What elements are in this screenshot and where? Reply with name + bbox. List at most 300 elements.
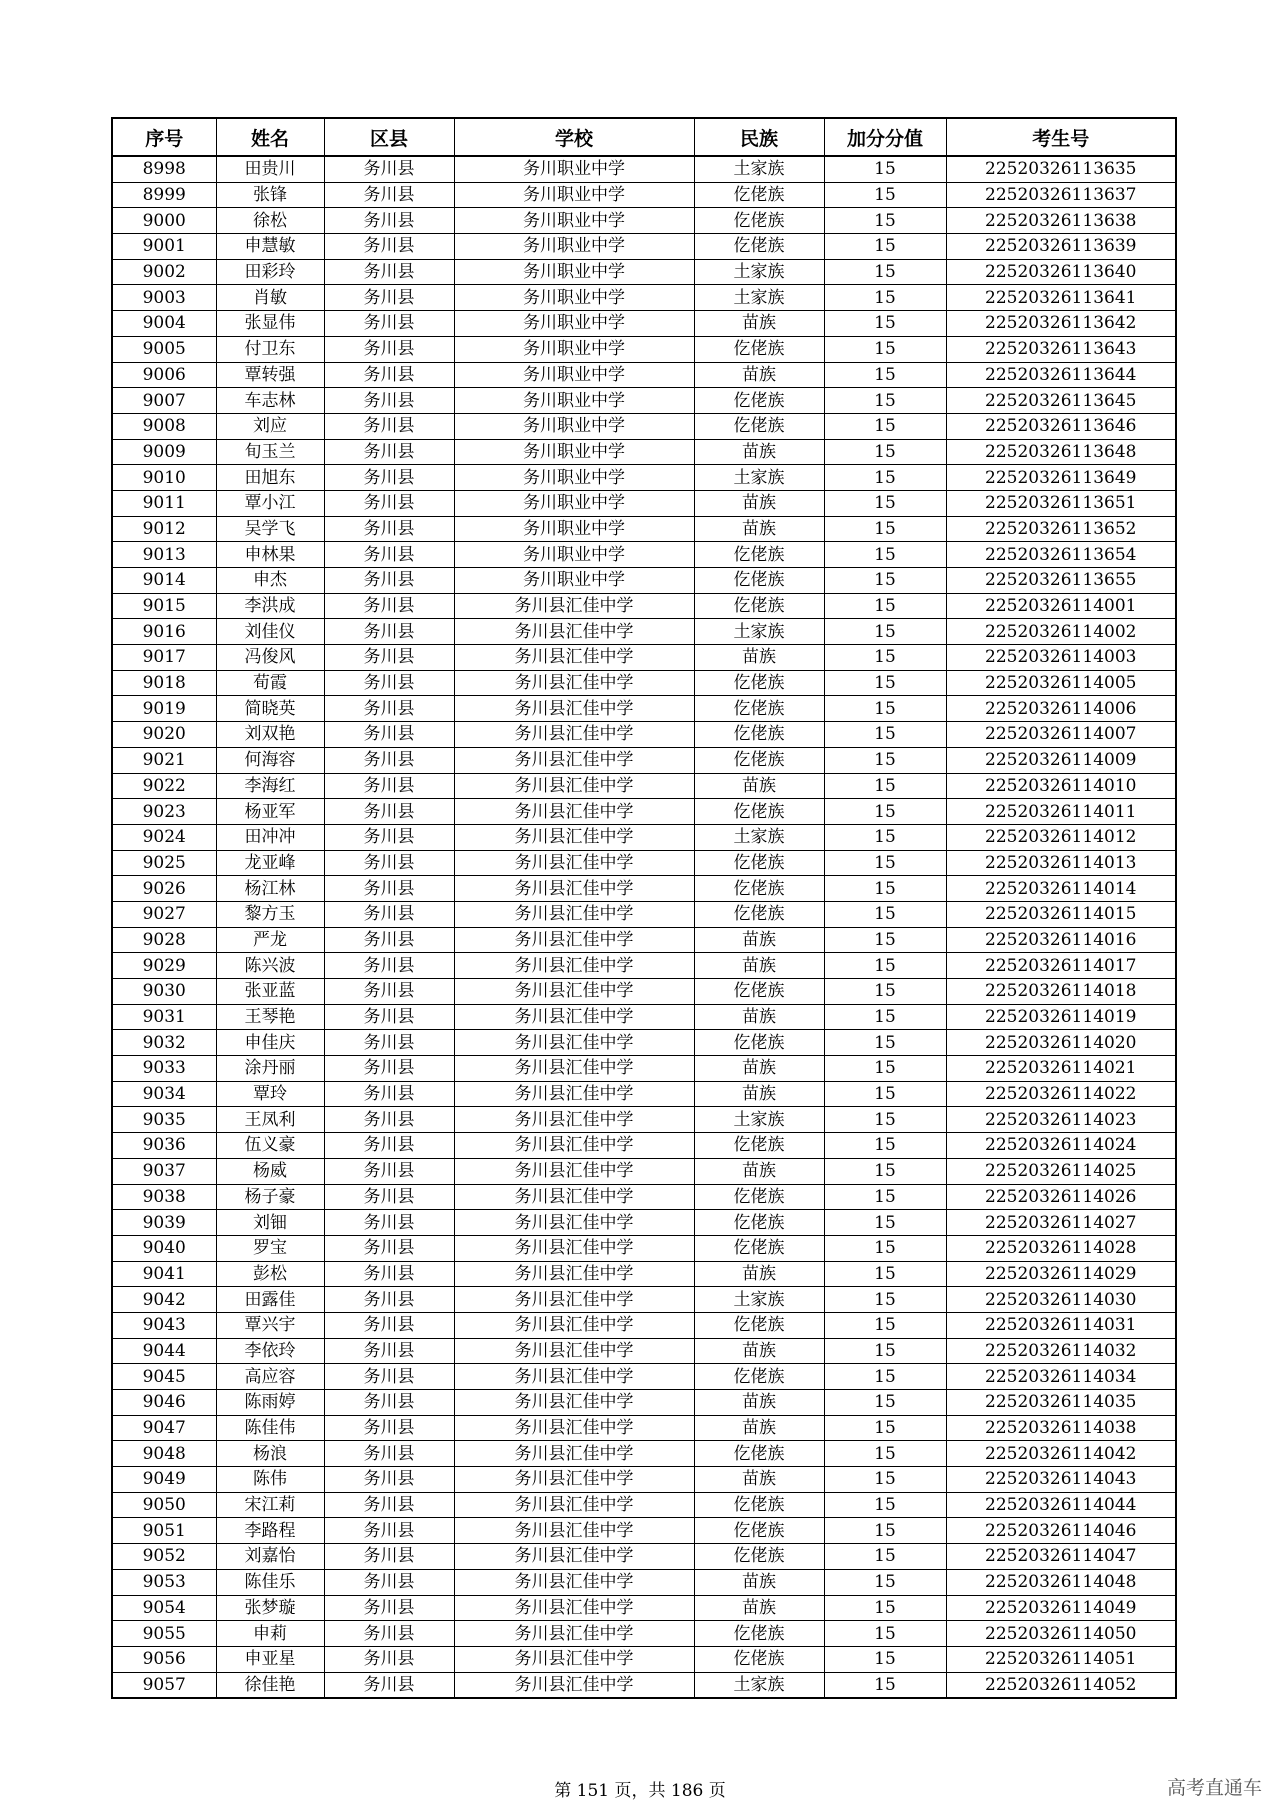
cell-seq: 9051 <box>112 1518 216 1544</box>
cell-school: 务川职业中学 <box>454 542 694 568</box>
cell-ethnicity: 土家族 <box>694 465 824 491</box>
cell-school: 务川县汇佳中学 <box>454 979 694 1005</box>
cell-school: 务川县汇佳中学 <box>454 1107 694 1133</box>
cell-seq: 9057 <box>112 1672 216 1698</box>
cell-school: 务川县汇佳中学 <box>454 619 694 645</box>
cell-seq: 9052 <box>112 1544 216 1570</box>
cell-school: 务川县汇佳中学 <box>454 1595 694 1621</box>
cell-ethnicity: 仡佬族 <box>694 542 824 568</box>
cell-county: 务川县 <box>324 1133 454 1159</box>
cell-county: 务川县 <box>324 1056 454 1082</box>
cell-ethnicity: 苗族 <box>694 439 824 465</box>
cell-seq: 9042 <box>112 1287 216 1313</box>
cell-school: 务川县汇佳中学 <box>454 1030 694 1056</box>
cell-ethnicity: 仡佬族 <box>694 1441 824 1467</box>
cell-exam-id: 22520326113645 <box>946 388 1176 414</box>
cell-name: 付卫东 <box>216 336 324 362</box>
cell-seq: 9031 <box>112 1004 216 1030</box>
table-row <box>112 593 1176 619</box>
cell-county: 务川县 <box>324 773 454 799</box>
cell-name: 旬玉兰 <box>216 439 324 465</box>
table-row <box>112 901 1176 927</box>
cell-seq: 9028 <box>112 927 216 953</box>
cell-county: 务川县 <box>324 747 454 773</box>
cell-ethnicity: 苗族 <box>694 516 824 542</box>
cell-seq: 9027 <box>112 901 216 927</box>
table-row <box>112 1287 1176 1313</box>
table-row <box>112 850 1176 876</box>
cell-seq: 9047 <box>112 1415 216 1441</box>
cell-name: 覃小江 <box>216 490 324 516</box>
cell-name: 吴学飞 <box>216 516 324 542</box>
cell-name: 申杰 <box>216 568 324 594</box>
cell-name: 申林果 <box>216 542 324 568</box>
table-row <box>112 182 1176 208</box>
cell-ethnicity: 仡佬族 <box>694 747 824 773</box>
table-row <box>112 979 1176 1005</box>
cell-bonus: 15 <box>824 1595 946 1621</box>
cell-seq: 9036 <box>112 1133 216 1159</box>
cell-bonus: 15 <box>824 876 946 902</box>
cell-school: 务川县汇佳中学 <box>454 1441 694 1467</box>
table-row <box>112 953 1176 979</box>
cell-school: 务川县汇佳中学 <box>454 876 694 902</box>
table-row <box>112 1158 1176 1184</box>
cell-ethnicity: 土家族 <box>694 156 824 182</box>
cell-exam-id: 22520326113649 <box>946 465 1176 491</box>
cell-name: 陈兴波 <box>216 953 324 979</box>
cell-name: 徐松 <box>216 208 324 234</box>
cell-ethnicity: 苗族 <box>694 645 824 671</box>
cell-ethnicity: 苗族 <box>694 1467 824 1493</box>
cell-name: 王凤利 <box>216 1107 324 1133</box>
cell-ethnicity: 仡佬族 <box>694 876 824 902</box>
table-row <box>112 1235 1176 1261</box>
cell-exam-id: 22520326113642 <box>946 311 1176 337</box>
header-ethnicity: 民族 <box>694 118 824 156</box>
cell-name: 罗宝 <box>216 1235 324 1261</box>
cell-name: 申亚星 <box>216 1646 324 1672</box>
cell-school: 务川县汇佳中学 <box>454 953 694 979</box>
table-row <box>112 259 1176 285</box>
cell-county: 务川县 <box>324 259 454 285</box>
cell-county: 务川县 <box>324 850 454 876</box>
cell-name: 何海容 <box>216 747 324 773</box>
cell-exam-id: 22520326113641 <box>946 285 1176 311</box>
cell-exam-id: 22520326114029 <box>946 1261 1176 1287</box>
cell-name: 严龙 <box>216 927 324 953</box>
cell-school: 务川职业中学 <box>454 208 694 234</box>
cell-name: 李依玲 <box>216 1338 324 1364</box>
cell-county: 务川县 <box>324 1467 454 1493</box>
cell-county: 务川县 <box>324 1492 454 1518</box>
cell-school: 务川县汇佳中学 <box>454 1364 694 1390</box>
cell-ethnicity: 土家族 <box>694 824 824 850</box>
cell-exam-id: 22520326114017 <box>946 953 1176 979</box>
cell-seq: 9056 <box>112 1646 216 1672</box>
cell-ethnicity: 苗族 <box>694 490 824 516</box>
cell-county: 务川县 <box>324 311 454 337</box>
cell-name: 张锋 <box>216 182 324 208</box>
cell-county: 务川县 <box>324 1081 454 1107</box>
cell-ethnicity: 仡佬族 <box>694 1492 824 1518</box>
cell-bonus: 15 <box>824 208 946 234</box>
cell-bonus: 15 <box>824 696 946 722</box>
cell-bonus: 15 <box>824 568 946 594</box>
cell-school: 务川县汇佳中学 <box>454 1056 694 1082</box>
cell-ethnicity: 仡佬族 <box>694 1544 824 1570</box>
cell-exam-id: 22520326113652 <box>946 516 1176 542</box>
cell-name: 覃兴宇 <box>216 1312 324 1338</box>
cell-seq: 9006 <box>112 362 216 388</box>
table-row <box>112 285 1176 311</box>
cell-exam-id: 22520326114038 <box>946 1415 1176 1441</box>
cell-school: 务川职业中学 <box>454 336 694 362</box>
cell-name: 杨亚军 <box>216 799 324 825</box>
cell-county: 务川县 <box>324 1415 454 1441</box>
cell-name: 肖敏 <box>216 285 324 311</box>
cell-bonus: 15 <box>824 413 946 439</box>
cell-bonus: 15 <box>824 1312 946 1338</box>
cell-county: 务川县 <box>324 1210 454 1236</box>
cell-exam-id: 22520326114026 <box>946 1184 1176 1210</box>
cell-name: 黎方玉 <box>216 901 324 927</box>
cell-ethnicity: 仡佬族 <box>694 1364 824 1390</box>
table-header-row <box>112 118 1176 156</box>
cell-seq: 9054 <box>112 1595 216 1621</box>
table-row <box>112 490 1176 516</box>
table-row <box>112 1364 1176 1390</box>
cell-bonus: 15 <box>824 1621 946 1647</box>
cell-name: 申莉 <box>216 1621 324 1647</box>
table-row <box>112 1518 1176 1544</box>
cell-bonus: 15 <box>824 259 946 285</box>
cell-exam-id: 22520326114032 <box>946 1338 1176 1364</box>
cell-ethnicity: 土家族 <box>694 1672 824 1698</box>
table-row <box>112 1467 1176 1493</box>
cell-county: 务川县 <box>324 156 454 182</box>
cell-bonus: 15 <box>824 1235 946 1261</box>
cell-seq: 9040 <box>112 1235 216 1261</box>
cell-ethnicity: 仡佬族 <box>694 1621 824 1647</box>
cell-exam-id: 22520326114009 <box>946 747 1176 773</box>
cell-county: 务川县 <box>324 1235 454 1261</box>
cell-exam-id: 22520326114015 <box>946 901 1176 927</box>
cell-seq: 9010 <box>112 465 216 491</box>
cell-school: 务川县汇佳中学 <box>454 1235 694 1261</box>
cell-exam-id: 22520326113655 <box>946 568 1176 594</box>
cell-name: 刘佳仪 <box>216 619 324 645</box>
table-row <box>112 696 1176 722</box>
cell-school: 务川县汇佳中学 <box>454 1390 694 1416</box>
cell-school: 务川职业中学 <box>454 516 694 542</box>
cell-school: 务川县汇佳中学 <box>454 645 694 671</box>
cell-name: 陈伟 <box>216 1467 324 1493</box>
cell-seq: 9038 <box>112 1184 216 1210</box>
cell-county: 务川县 <box>324 696 454 722</box>
cell-bonus: 15 <box>824 799 946 825</box>
cell-ethnicity: 苗族 <box>694 1390 824 1416</box>
cell-name: 王琴艳 <box>216 1004 324 1030</box>
cell-ethnicity: 仡佬族 <box>694 208 824 234</box>
cell-exam-id: 22520326114013 <box>946 850 1176 876</box>
cell-name: 杨浪 <box>216 1441 324 1467</box>
cell-seq: 9034 <box>112 1081 216 1107</box>
table-row <box>112 670 1176 696</box>
cell-seq: 9046 <box>112 1390 216 1416</box>
cell-name: 伍义豪 <box>216 1133 324 1159</box>
cell-county: 务川县 <box>324 516 454 542</box>
table-row <box>112 1492 1176 1518</box>
cell-school: 务川县汇佳中学 <box>454 1672 694 1698</box>
table-row <box>112 388 1176 414</box>
cell-exam-id: 22520326114042 <box>946 1441 1176 1467</box>
cell-name: 李海红 <box>216 773 324 799</box>
table-row <box>112 1441 1176 1467</box>
cell-ethnicity: 仡佬族 <box>694 1235 824 1261</box>
cell-seq: 9037 <box>112 1158 216 1184</box>
cell-seq: 9026 <box>112 876 216 902</box>
cell-bonus: 15 <box>824 953 946 979</box>
cell-seq: 9020 <box>112 722 216 748</box>
cell-name: 涂丹丽 <box>216 1056 324 1082</box>
cell-school: 务川县汇佳中学 <box>454 1467 694 1493</box>
cell-ethnicity: 土家族 <box>694 1287 824 1313</box>
cell-name: 申佳庆 <box>216 1030 324 1056</box>
cell-bonus: 15 <box>824 773 946 799</box>
cell-seq: 9018 <box>112 670 216 696</box>
cell-county: 务川县 <box>324 1184 454 1210</box>
cell-bonus: 15 <box>824 1158 946 1184</box>
cell-county: 务川县 <box>324 645 454 671</box>
cell-ethnicity: 仡佬族 <box>694 1030 824 1056</box>
table-row <box>112 336 1176 362</box>
cell-county: 务川县 <box>324 722 454 748</box>
cell-county: 务川县 <box>324 234 454 260</box>
cell-county: 务川县 <box>324 413 454 439</box>
cell-exam-id: 22520326114003 <box>946 645 1176 671</box>
cell-exam-id: 22520326114014 <box>946 876 1176 902</box>
cell-county: 务川县 <box>324 1312 454 1338</box>
cell-school: 务川县汇佳中学 <box>454 1004 694 1030</box>
cell-bonus: 15 <box>824 1056 946 1082</box>
cell-ethnicity: 仡佬族 <box>694 901 824 927</box>
cell-seq: 9016 <box>112 619 216 645</box>
cell-county: 务川县 <box>324 1158 454 1184</box>
cell-seq: 9004 <box>112 311 216 337</box>
cell-bonus: 15 <box>824 1390 946 1416</box>
table-row <box>112 927 1176 953</box>
cell-bonus: 15 <box>824 1441 946 1467</box>
cell-ethnicity: 苗族 <box>694 1056 824 1082</box>
cell-seq: 9039 <box>112 1210 216 1236</box>
candidate-table <box>111 117 1177 1699</box>
cell-county: 务川县 <box>324 876 454 902</box>
cell-school: 务川职业中学 <box>454 285 694 311</box>
cell-name: 杨威 <box>216 1158 324 1184</box>
cell-exam-id: 22520326114019 <box>946 1004 1176 1030</box>
cell-county: 务川县 <box>324 1261 454 1287</box>
cell-seq: 9035 <box>112 1107 216 1133</box>
header-name: 姓名 <box>216 118 324 156</box>
cell-county: 务川县 <box>324 465 454 491</box>
header-school: 学校 <box>454 118 694 156</box>
cell-exam-id: 22520326114018 <box>946 979 1176 1005</box>
cell-bonus: 15 <box>824 1210 946 1236</box>
table-row <box>112 645 1176 671</box>
cell-name: 李路程 <box>216 1518 324 1544</box>
header-bonus: 加分分值 <box>824 118 946 156</box>
cell-exam-id: 22520326113637 <box>946 182 1176 208</box>
cell-bonus: 15 <box>824 1030 946 1056</box>
cell-ethnicity: 仡佬族 <box>694 670 824 696</box>
cell-name: 简晓英 <box>216 696 324 722</box>
cell-county: 务川县 <box>324 1030 454 1056</box>
cell-county: 务川县 <box>324 542 454 568</box>
cell-ethnicity: 仡佬族 <box>694 1518 824 1544</box>
cell-bonus: 15 <box>824 1287 946 1313</box>
cell-bonus: 15 <box>824 850 946 876</box>
table-row <box>112 516 1176 542</box>
cell-name: 张显伟 <box>216 311 324 337</box>
cell-seq: 9030 <box>112 979 216 1005</box>
cell-seq: 9041 <box>112 1261 216 1287</box>
cell-name: 荀霞 <box>216 670 324 696</box>
table-row <box>112 234 1176 260</box>
cell-county: 务川县 <box>324 1287 454 1313</box>
cell-name: 高应容 <box>216 1364 324 1390</box>
cell-school: 务川职业中学 <box>454 465 694 491</box>
cell-exam-id: 22520326114035 <box>946 1390 1176 1416</box>
cell-school: 务川县汇佳中学 <box>454 1261 694 1287</box>
cell-exam-id: 22520326113654 <box>946 542 1176 568</box>
cell-seq: 9005 <box>112 336 216 362</box>
cell-exam-id: 22520326114025 <box>946 1158 1176 1184</box>
cell-ethnicity: 仡佬族 <box>694 1133 824 1159</box>
cell-exam-id: 22520326114047 <box>946 1544 1176 1570</box>
cell-bonus: 15 <box>824 1467 946 1493</box>
table-row <box>112 208 1176 234</box>
cell-exam-id: 22520326113638 <box>946 208 1176 234</box>
cell-name: 张梦璇 <box>216 1595 324 1621</box>
cell-county: 务川县 <box>324 362 454 388</box>
cell-bonus: 15 <box>824 156 946 182</box>
cell-county: 务川县 <box>324 619 454 645</box>
cell-school: 务川县汇佳中学 <box>454 850 694 876</box>
cell-name: 刘钿 <box>216 1210 324 1236</box>
cell-bonus: 15 <box>824 645 946 671</box>
cell-seq: 9019 <box>112 696 216 722</box>
cell-county: 务川县 <box>324 1672 454 1698</box>
cell-bonus: 15 <box>824 593 946 619</box>
cell-bonus: 15 <box>824 542 946 568</box>
cell-seq: 9021 <box>112 747 216 773</box>
cell-exam-id: 22520326114010 <box>946 773 1176 799</box>
cell-ethnicity: 苗族 <box>694 773 824 799</box>
cell-exam-id: 22520326114049 <box>946 1595 1176 1621</box>
table-row <box>112 1672 1176 1698</box>
cell-school: 务川县汇佳中学 <box>454 1081 694 1107</box>
cell-seq: 9055 <box>112 1621 216 1647</box>
cell-ethnicity: 苗族 <box>694 311 824 337</box>
cell-name: 张亚蓝 <box>216 979 324 1005</box>
table-row <box>112 413 1176 439</box>
cell-exam-id: 22520326114016 <box>946 927 1176 953</box>
cell-school: 务川职业中学 <box>454 490 694 516</box>
cell-county: 务川县 <box>324 336 454 362</box>
cell-school: 务川县汇佳中学 <box>454 901 694 927</box>
cell-school: 务川县汇佳中学 <box>454 1544 694 1570</box>
cell-county: 务川县 <box>324 1544 454 1570</box>
cell-ethnicity: 苗族 <box>694 1261 824 1287</box>
cell-school: 务川县汇佳中学 <box>454 1569 694 1595</box>
cell-county: 务川县 <box>324 979 454 1005</box>
cell-bonus: 15 <box>824 927 946 953</box>
cell-county: 务川县 <box>324 670 454 696</box>
cell-school: 务川职业中学 <box>454 156 694 182</box>
cell-exam-id: 22520326114024 <box>946 1133 1176 1159</box>
cell-exam-id: 22520326114044 <box>946 1492 1176 1518</box>
cell-ethnicity: 苗族 <box>694 1004 824 1030</box>
cell-exam-id: 22520326114031 <box>946 1312 1176 1338</box>
cell-county: 务川县 <box>324 593 454 619</box>
cell-county: 务川县 <box>324 1338 454 1364</box>
cell-name: 李洪成 <box>216 593 324 619</box>
cell-seq: 9022 <box>112 773 216 799</box>
table-row <box>112 1133 1176 1159</box>
cell-bonus: 15 <box>824 1107 946 1133</box>
cell-seq: 9007 <box>112 388 216 414</box>
cell-exam-id: 22520326114030 <box>946 1287 1176 1313</box>
cell-seq: 9024 <box>112 824 216 850</box>
cell-ethnicity: 苗族 <box>694 1158 824 1184</box>
cell-exam-id: 22520326114021 <box>946 1056 1176 1082</box>
cell-name: 陈佳乐 <box>216 1569 324 1595</box>
cell-seq: 8999 <box>112 182 216 208</box>
table-row <box>112 465 1176 491</box>
cell-bonus: 15 <box>824 1184 946 1210</box>
table-row <box>112 876 1176 902</box>
cell-exam-id: 22520326113635 <box>946 156 1176 182</box>
cell-seq: 9011 <box>112 490 216 516</box>
cell-exam-id: 22520326114034 <box>946 1364 1176 1390</box>
table-row <box>112 1415 1176 1441</box>
table-row <box>112 1569 1176 1595</box>
cell-seq: 9003 <box>112 285 216 311</box>
cell-seq: 8998 <box>112 156 216 182</box>
cell-exam-id: 22520326114007 <box>946 722 1176 748</box>
cell-ethnicity: 仡佬族 <box>694 1312 824 1338</box>
cell-school: 务川县汇佳中学 <box>454 722 694 748</box>
cell-ethnicity: 仡佬族 <box>694 799 824 825</box>
cell-seq: 9015 <box>112 593 216 619</box>
cell-exam-id: 22520326114050 <box>946 1621 1176 1647</box>
table-row <box>112 722 1176 748</box>
cell-bonus: 15 <box>824 234 946 260</box>
cell-bonus: 15 <box>824 1261 946 1287</box>
cell-exam-id: 22520326114043 <box>946 1467 1176 1493</box>
cell-school: 务川职业中学 <box>454 413 694 439</box>
cell-name: 杨江林 <box>216 876 324 902</box>
cell-ethnicity: 苗族 <box>694 953 824 979</box>
cell-name: 申慧敏 <box>216 234 324 260</box>
cell-ethnicity: 苗族 <box>694 1569 824 1595</box>
cell-bonus: 15 <box>824 1004 946 1030</box>
cell-bonus: 15 <box>824 1672 946 1698</box>
cell-school: 务川县汇佳中学 <box>454 927 694 953</box>
cell-county: 务川县 <box>324 799 454 825</box>
cell-school: 务川职业中学 <box>454 439 694 465</box>
